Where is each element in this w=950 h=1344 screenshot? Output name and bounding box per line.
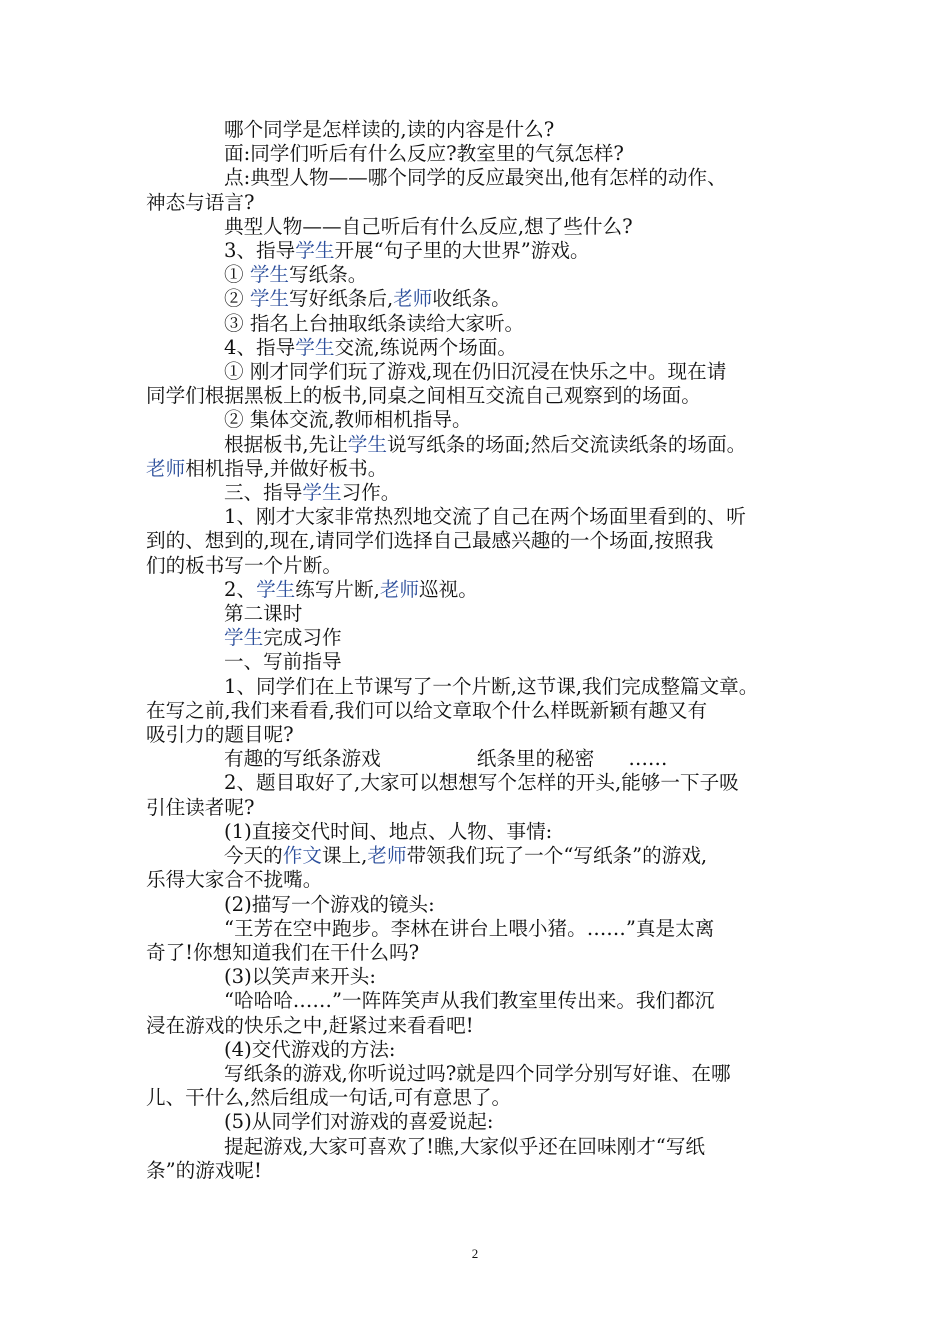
keyword-link[interactable]: 学生: [295, 239, 335, 263]
keyword-link[interactable]: 学生: [295, 335, 335, 359]
paragraph: 哪个同学是怎样读的,读的内容是什么?: [224, 118, 555, 141]
paragraph: (4)交代游戏的方法:: [224, 1037, 396, 1061]
paragraph: 同学们根据黑板上的板书,同桌之间相互交流自己观察到的场面。: [146, 384, 701, 408]
paragraph: 在写之前,我们来看看,我们可以给文章取个什么样既新颖有趣又有: [146, 698, 708, 722]
paragraph: 今天的作文课上,老师带领我们玩了一个“写纸条”的游戏,: [224, 844, 708, 868]
paragraph: ① 学生写纸条。: [224, 263, 368, 287]
paragraph: (2)描写一个游戏的镜头:: [224, 892, 435, 916]
document-body: [146, 118, 814, 1183]
keyword-link[interactable]: 老师: [146, 456, 186, 480]
paragraph: 2、学生练写片断,老师巡视。: [224, 577, 478, 601]
paragraph: 点:典型人物——哪个同学的反应最突出,他有怎样的动作、: [224, 166, 727, 190]
keyword-link[interactable]: 学生: [249, 287, 290, 311]
paragraph: 1、刚才大家非常热烈地交流了自己在两个场面里看到的、听: [224, 505, 746, 529]
paragraph: 浸在游戏的快乐之中,赶紧过来看看吧!: [146, 1013, 474, 1037]
paragraph: 一、写前指导: [224, 650, 342, 674]
paragraph: (3)以笑声来开头:: [224, 965, 376, 989]
paragraph: 吸引力的题目呢?: [146, 723, 294, 747]
keyword-link[interactable]: 老师: [393, 287, 433, 311]
paragraph: 写纸条的游戏,你听说过吗?就是四个同学分别写好谁、在哪: [224, 1061, 731, 1085]
paragraph: 典型人物——自己听后有什么反应,想了些什么?: [224, 214, 633, 238]
paragraph: 引住读者呢?: [146, 795, 255, 819]
section-heading: 第二课时: [224, 602, 303, 626]
paragraph: ② 学生写好纸条后,老师收纸条。: [224, 287, 511, 311]
paragraph: 学生完成习作: [224, 626, 342, 650]
paragraph: 到的、想到的,现在,请同学们选择自己最感兴趣的一个场面,按照我: [146, 529, 714, 553]
keyword-link[interactable]: 学生: [302, 481, 342, 505]
keyword-link[interactable]: 学生: [256, 577, 296, 601]
keyword-link[interactable]: 学生: [224, 626, 264, 650]
keyword-link[interactable]: 作文: [282, 844, 322, 868]
keyword-link[interactable]: 学生: [347, 432, 387, 456]
paragraph: 神态与语言?: [146, 190, 255, 214]
paragraph: 2、题目取好了,大家可以想想写个怎样的开头,能够一下子吸: [224, 771, 739, 795]
paragraph: 老师相机指导,并做好板书。: [146, 456, 388, 480]
paragraph: 们的板书写一个片断。: [146, 553, 342, 577]
paragraph: 面:同学们听后有什么反应?教室里的气氛怎样?: [224, 142, 624, 166]
paragraph: (5)从同学们对游戏的喜爱说起:: [224, 1110, 494, 1134]
page-number: 2: [471, 1246, 479, 1261]
paragraph: 4、指导学生交流,练说两个场面。: [224, 335, 518, 359]
paragraph: ② 集体交流,教师相机指导。: [224, 408, 472, 432]
paragraph: 有趣的写纸条游戏 纸条里的秘密 ……: [224, 747, 668, 771]
paragraph: 1、同学们在上节课写了一个片断,这节课,我们完成整篇文章。: [224, 674, 759, 698]
paragraph: (1)直接交代时间、地点、人物、事情:: [224, 819, 553, 843]
paragraph: 三、指导学生习作。: [224, 481, 401, 505]
paragraph: 乐得大家合不拢嘴。: [146, 868, 323, 892]
paragraph: “王芳在空中跑步。李林在讲台上喂小猪。……”真是太离: [224, 916, 715, 940]
keyword-link[interactable]: 老师: [367, 844, 407, 868]
paragraph: 奇了!你想知道我们在干什么吗?: [146, 940, 420, 964]
keyword-link[interactable]: 学生: [249, 263, 290, 287]
paragraph: “哈哈哈……”一阵阵笑声从我们教室里传出来。我们都沉: [224, 989, 715, 1013]
paragraph: 儿、干什么,然后组成一句话,可有意思了。: [146, 1086, 512, 1110]
paragraph: 3、指导学生开展“句子里的大世界”游戏。: [224, 239, 590, 263]
paragraph: 条”的游戏呢!: [146, 1158, 262, 1182]
paragraph: 提起游戏,大家可喜欢了!瞧,大家似乎还在回味刚才“写纸: [224, 1134, 706, 1158]
paragraph: ① 刚才同学们玩了游戏,现在仍旧沉浸在快乐之中。现在请: [224, 360, 727, 384]
paragraph: ③ 指名上台抽取纸条读给大家听。: [224, 311, 525, 335]
keyword-link[interactable]: 老师: [379, 577, 420, 601]
paragraph: 根据板书,先让学生说写纸条的场面;然后交流读纸条的场面。: [224, 432, 747, 456]
